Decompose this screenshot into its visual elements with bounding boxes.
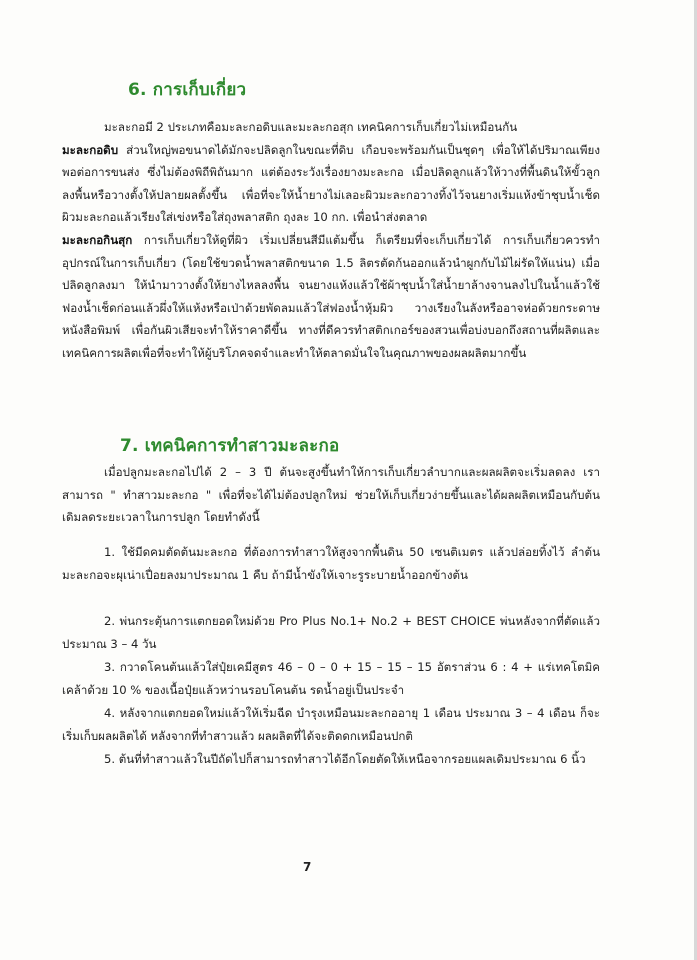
section-6-paragraph-ripe [62, 229, 600, 365]
page-number: 7 [303, 860, 312, 874]
step-3: 3. กวาดโคนต้นแล้วใส่ปุ๋ยเคมีสูตร 46 – 0 – 0 + 15 – 15 – 15 อัตราส่วน 6 : 4 + แร่เทคโตมิค เคล้าด้วย 10 % ของเนื้อปุ๋ยแล้วหว่านรอบโคนต้น รดน้ำอยู่เป็นประจำ [62, 660, 600, 697]
step-2: 2. พ่นกระตุ้นการแตกยอดใหม่ด้วย Pro Plus No.1+ No.2 + BEST CHOICE พ่นหลังจากที่ตัดแล้วประมาณ 3 – 4 วัน [62, 614, 600, 651]
section-7-heading: 7. เทคนิคการทำสาวมะละกอ [120, 436, 340, 456]
ripe-papaya-label: มะละกอกินสุก [62, 233, 133, 247]
raw-papaya-label: มะละกอดิบ [62, 142, 119, 157]
section-6-intro: มะละกอมี 2 ประเภทคือมะละกอดิบและมะละกอสุก เทคนิคการเก็บเกี่ยวไม่เหมือนกัน [104, 120, 518, 134]
section-6-paragraph-raw [62, 116, 600, 229]
section-7-intro: เมื่อปลูกมะละกอไปได้ 2 – 3 ปี ต้นจะสูงขึ้นทำให้การเก็บเกี่ยวลำบากและผลผลิตจะเริ่มลดลง เราสามารถ " ทำสาวมะละกอ " เพื่อที่จะได้ไม่ต้องปลูกใหม่ ช่วยให้เก็บเกี่ยวง่ายขึ้นและได้ผลผลิตเหมือนกับต้นเดิมลดระยะเวลาในการปลูก โดยทำดังนี้ [62, 465, 600, 525]
step-1: 1. ใช้มีดคมตัดต้นมะละกอ ที่ต้องการทำสาวให้สูงจากพื้นดิน 50 เซนติเมตร แล้วปล่อยทิ้งไว้ ลำต้นมะละกอจะผุเน่าเปื่อยลงมาประมาณ 1 คืบ ถ้ามีน้ำขังให้เจาะรูระบายน้ำออกข้างต้น [62, 545, 601, 582]
ripe-papaya-text: การเก็บเกี่ยวให้ดูที่ผิว เริ่มเปลี่ยนสีมีแต้มขึ้น ก็เตรียมที่จะเก็บเกี่ยวได้ การเก็บเกี่ยวควรทำอุปกรณ์ในการเก็บเกี่ยว (โดยใช้ขวดน้ำพลาสติกขนาด 1.5 ลิตรตัดก้นออกแล้วนำผูกกับไม้ไผ่รัดให้แน่น) เมื่อปลิดลูกลงมา ให้นำมาวางตั้งให้ยางไหลลงพื้น จนยางแห้งแล้วใช้ผ้าชุบน้ำใส่น้ำยาล้างจานลงไปในน้ำแล้วใช้ฟองน้ำเช็ดก่อนแล้วผึ่งให้แห้งหรือเป่าด้วยพัดลมแล้วใส่ฟองน้ำหุ้มผิว วางเรียงในลังหรืออาจห่อด้วยกระดาษหนังสือพิมพ์ เพื่อกันผิวเสียจะทำให้ราคาดีขึ้น ทางที่ดีควรทำสติกเกอร์ของสวนเพื่อบ่งบอกถึงสถานที่ผลิตและเทคนิคการผลิตเพื่อที่จะทำให้ผู้บริโภคจดจำและทำให้ตลาดมั่นใจในคุณภาพของผลผลิตมากขึ้น [62, 233, 600, 360]
raw-papaya-text: ส่วนใหญ่พอขนาดได้มักจะปลิดลูกในขณะที่ดิบ เกือบจะพร้อมกันเป็นชุดๆ เพื่อให้ได้ปริมาณเพียงพอต่อการขนส่ง ซึ่งไม่ต้องพิถีพิถันมาก แต่ต้องระวังเรื่องยางมะละกอ เมื่อปลิดลูกแล้วให้วางที่พื้นดินให้ขั้วลูกลงพื้นหรือวางตั้งให้ปลายผลตั้งขึ้น เพื่อที่จะให้น้ำยางไม่เลอะผิวมะละกอวางทิ้งไว้จนยางเริ่มแห้งข้าชุบน้ำเช็ดผิวมะละกอแล้วเรียงใส่เข่งหรือใส่ถุงพลาสติก ถุงละ 10 กก. เพื่อนำส่งตลาด [62, 142, 600, 225]
step-5: 5. ต้นที่ทำสาวแล้วในปีถัดไปก็สามารถทำสาวได้อีกโดยตัดให้เหนือจากรอยแผลเดิมประมาณ 6 นิ้ว [104, 752, 586, 766]
step-4: 4. หลังจากแตกยอดใหม่แล้วให้เริ่มฉีด บำรุงเหมือนมะละกออายุ 1 เดือน ประมาณ 3 – 4 เดือน ก็จะเริ่มเก็บผลผลิตได้ หลังจากที่ทำสาวแล้ว ผลผลิตที่ได้จะติดดกเหมือนปกติ [62, 706, 600, 743]
section-6-heading: 6. การเก็บเกี่ยว [128, 80, 247, 100]
